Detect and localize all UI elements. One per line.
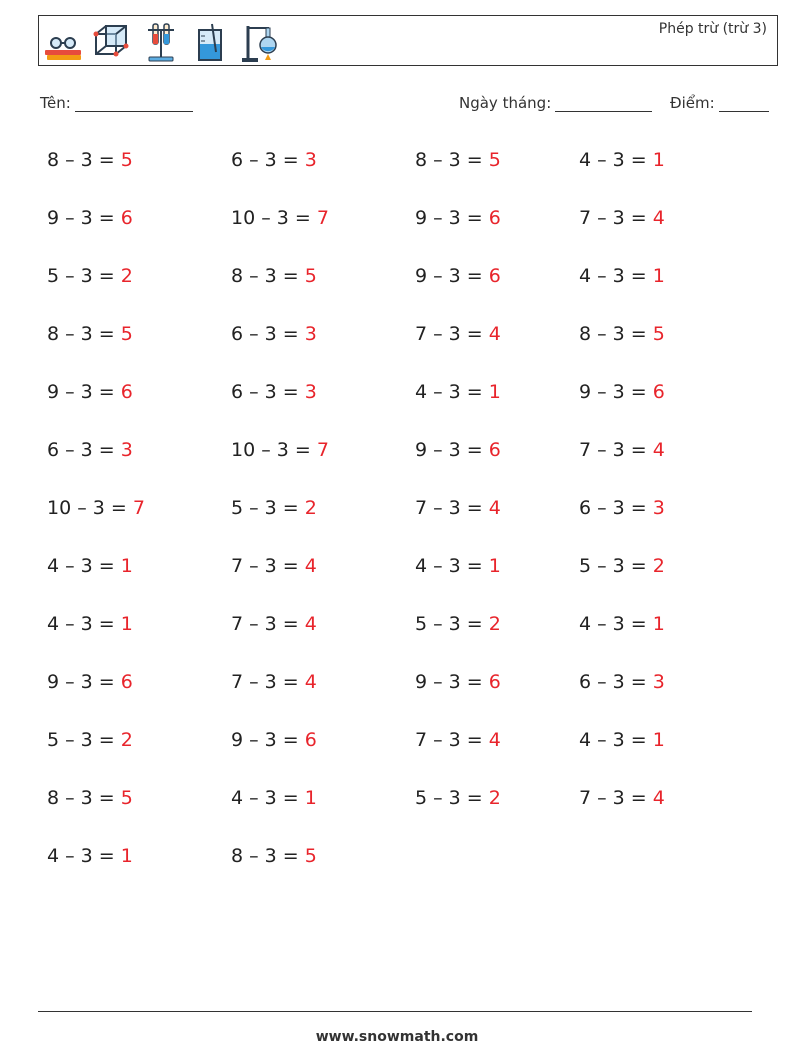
problem-answer: 1 [120, 555, 133, 577]
problem-answer: 3 [652, 497, 665, 519]
problem-answer: 5 [304, 845, 317, 867]
problem-question: 8 – 3 = [231, 265, 305, 287]
problem-answer: 1 [304, 787, 317, 809]
problem-item [415, 612, 501, 636]
problem-item [231, 844, 317, 868]
problem-answer: 6 [488, 671, 501, 693]
problem-item [231, 496, 317, 520]
problem-question: 9 – 3 = [415, 265, 489, 287]
footer-url: www.snowmath.com [315, 1029, 479, 1045]
problem-answer: 3 [304, 323, 317, 345]
problem-item [579, 206, 665, 230]
problem-item [579, 322, 665, 346]
problem-item [579, 264, 665, 288]
problem-item [415, 496, 501, 520]
problem-question: 4 – 3 = [47, 845, 121, 867]
problem-answer: 4 [488, 497, 501, 519]
date-label: Ngày tháng: [459, 94, 552, 112]
problem-question: 6 – 3 = [231, 323, 305, 345]
problem-question: 4 – 3 = [579, 149, 653, 171]
problem-answer: 3 [652, 671, 665, 693]
name-label: Tên: [40, 94, 71, 112]
problem-answer: 4 [652, 439, 665, 461]
problem-item [47, 322, 133, 346]
problem-answer: 1 [120, 613, 133, 635]
problem-question: 7 – 3 = [415, 323, 489, 345]
problem-answer: 4 [488, 323, 501, 345]
problem-item [231, 322, 317, 346]
problem-answer: 4 [304, 613, 317, 635]
problem-question: 6 – 3 = [231, 381, 305, 403]
problem-item [231, 148, 317, 172]
problem-answer: 6 [652, 381, 665, 403]
problem-answer: 7 [316, 207, 329, 229]
problem-item [579, 612, 665, 636]
problem-answer: 2 [120, 729, 133, 751]
problem-item [415, 786, 501, 810]
problem-item [579, 554, 665, 578]
problem-answer: 5 [488, 149, 501, 171]
problem-item [47, 844, 133, 868]
problem-question: 9 – 3 = [47, 207, 121, 229]
problem-answer: 1 [652, 613, 665, 635]
problem-item [47, 728, 133, 752]
problem-answer: 4 [304, 671, 317, 693]
problem-question: 7 – 3 = [579, 787, 653, 809]
problem-item [579, 786, 665, 810]
problem-item [231, 206, 329, 230]
problem-answer: 4 [488, 729, 501, 751]
problem-question: 6 – 3 = [579, 671, 653, 693]
problem-question: 7 – 3 = [231, 555, 305, 577]
problem-item [415, 728, 501, 752]
problem-question: 8 – 3 = [47, 323, 121, 345]
problem-question: 6 – 3 = [47, 439, 121, 461]
problem-question: 10 – 3 = [231, 207, 317, 229]
problem-item [47, 148, 133, 172]
problem-question: 9 – 3 = [579, 381, 653, 403]
problem-answer: 5 [652, 323, 665, 345]
problem-item [415, 148, 501, 172]
problem-question: 9 – 3 = [415, 207, 489, 229]
problem-question: 5 – 3 = [47, 729, 121, 751]
problem-item [579, 728, 665, 752]
problem-answer: 4 [652, 787, 665, 809]
problem-answer: 2 [488, 613, 501, 635]
problem-item [231, 612, 317, 636]
problem-question: 8 – 3 = [47, 787, 121, 809]
problem-answer: 5 [304, 265, 317, 287]
problem-item [231, 438, 329, 462]
problem-question: 4 – 3 = [415, 555, 489, 577]
problem-question: 5 – 3 = [415, 613, 489, 635]
problem-item [47, 264, 133, 288]
problem-answer: 3 [120, 439, 133, 461]
problem-question: 9 – 3 = [415, 671, 489, 693]
problem-answer: 7 [316, 439, 329, 461]
problem-answer: 1 [652, 149, 665, 171]
problem-question: 5 – 3 = [579, 555, 653, 577]
problem-question: 6 – 3 = [231, 149, 305, 171]
problem-item [231, 380, 317, 404]
problem-item [47, 554, 133, 578]
problem-answer: 3 [304, 149, 317, 171]
problem-item [47, 670, 133, 694]
problem-answer: 6 [120, 207, 133, 229]
problem-item [415, 322, 501, 346]
problem-question: 7 – 3 = [231, 671, 305, 693]
problem-item [47, 206, 133, 230]
problem-item [47, 612, 133, 636]
problem-question: 9 – 3 = [47, 671, 121, 693]
problem-item [415, 264, 501, 288]
problem-question: 5 – 3 = [47, 265, 121, 287]
problem-item [415, 438, 501, 462]
problem-question: 4 – 3 = [47, 613, 121, 635]
problem-item [415, 206, 501, 230]
problem-question: 4 – 3 = [579, 265, 653, 287]
problem-answer: 1 [120, 845, 133, 867]
problem-item [579, 148, 665, 172]
problem-item [231, 554, 317, 578]
problem-answer: 6 [488, 439, 501, 461]
problem-answer: 6 [488, 207, 501, 229]
problem-item [415, 380, 501, 404]
problem-question: 9 – 3 = [415, 439, 489, 461]
problem-answer: 2 [652, 555, 665, 577]
problem-question: 7 – 3 = [415, 497, 489, 519]
problem-question: 10 – 3 = [231, 439, 317, 461]
problem-answer: 2 [488, 787, 501, 809]
problem-question: 10 – 3 = [47, 497, 133, 519]
problem-question: 5 – 3 = [231, 497, 305, 519]
problem-answer: 1 [652, 729, 665, 751]
problem-question: 8 – 3 = [47, 149, 121, 171]
problem-item [231, 786, 317, 810]
problem-answer: 6 [488, 265, 501, 287]
footer-rule [38, 1011, 752, 1012]
problem-question: 8 – 3 = [231, 845, 305, 867]
problem-answer: 2 [120, 265, 133, 287]
problem-answer: 1 [488, 555, 501, 577]
problem-answer: 4 [304, 555, 317, 577]
problem-question: 4 – 3 = [579, 729, 653, 751]
problem-question: 4 – 3 = [415, 381, 489, 403]
problem-question: 9 – 3 = [231, 729, 305, 751]
problem-answer: 1 [488, 381, 501, 403]
problem-item [47, 786, 133, 810]
problem-question: 4 – 3 = [47, 555, 121, 577]
problem-item [579, 438, 665, 462]
problem-answer: 4 [652, 207, 665, 229]
problem-item [231, 264, 317, 288]
problem-item [579, 380, 665, 404]
problem-question: 8 – 3 = [579, 323, 653, 345]
problem-item [47, 438, 133, 462]
problem-question: 4 – 3 = [231, 787, 305, 809]
problem-question: 4 – 3 = [579, 613, 653, 635]
problem-item [579, 670, 665, 694]
problem-question: 7 – 3 = [579, 439, 653, 461]
problem-item [231, 728, 317, 752]
problem-question: 7 – 3 = [231, 613, 305, 635]
problem-answer: 3 [304, 381, 317, 403]
problem-question: 8 – 3 = [415, 149, 489, 171]
problem-item [231, 670, 317, 694]
problem-question: 7 – 3 = [415, 729, 489, 751]
problem-answer: 1 [652, 265, 665, 287]
problem-item [415, 670, 501, 694]
worksheet-title: Phép trừ (trừ 3) [658, 21, 767, 37]
problem-answer: 5 [120, 787, 133, 809]
problem-question: 9 – 3 = [47, 381, 121, 403]
problem-question: 5 – 3 = [415, 787, 489, 809]
problem-answer: 5 [120, 323, 133, 345]
problem-answer: 5 [120, 149, 133, 171]
problem-item [47, 380, 133, 404]
problem-question: 7 – 3 = [579, 207, 653, 229]
problem-answer: 7 [132, 497, 145, 519]
problem-item [415, 554, 501, 578]
problem-answer: 2 [304, 497, 317, 519]
problem-answer: 6 [120, 381, 133, 403]
problem-question: 6 – 3 = [579, 497, 653, 519]
problem-answer: 6 [120, 671, 133, 693]
score-label: Điểm: [670, 94, 715, 112]
problem-item [47, 496, 145, 520]
problem-item [579, 496, 665, 520]
problem-answer: 6 [304, 729, 317, 751]
